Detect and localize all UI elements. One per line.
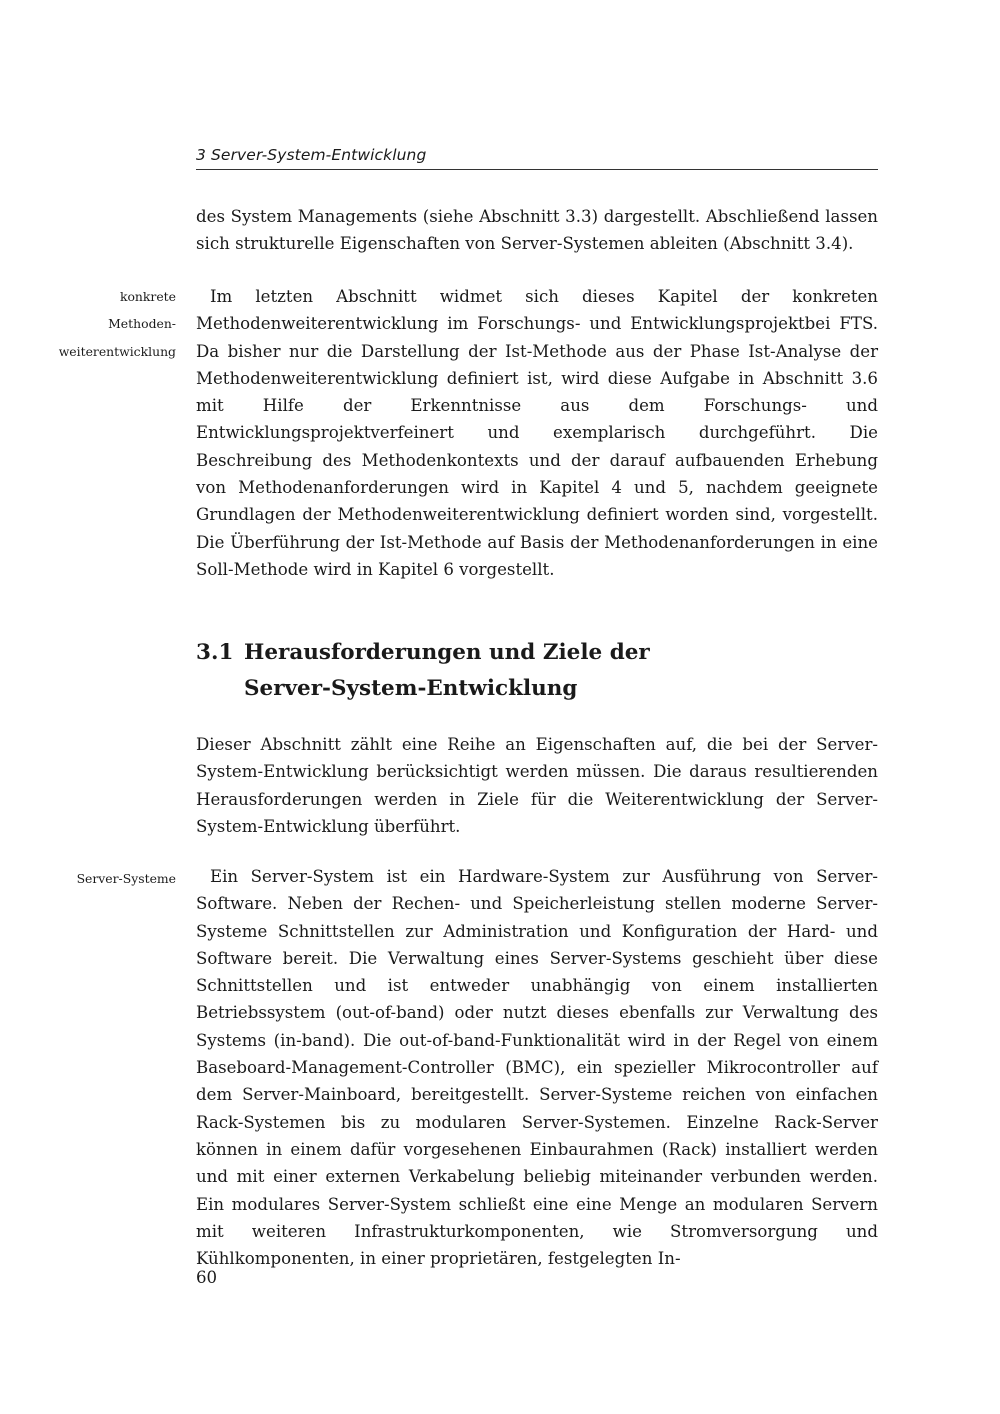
paragraph-section-intro: Dieser Abschnitt zählt eine Reihe an Eigenschaften auf, die bei der Server-System-Entwicklung berücksichtigt werden müssen. Die daraus resultierenden Herausforderungen werden in Ziele für die Weiterentwicklung der Server-System-Entwicklung überführt. (196, 735, 878, 836)
margin-note-methodenweiterentwicklung (16, 283, 176, 365)
paragraph-text: Ein Server-System ist ein Hardware-System zur Ausführung von Server-Software. Neben der Rechen- und Speicherleistung stellen moderne Server-Systeme Schnittstellen zur Administration und Konfiguration der Hard- und Software bereit. Die Verwaltung eines Server-Systems geschieht über diese Schnittstellen und ist entweder unabhängig von einem installierten Betriebssystem (out-of-band) oder nutzt dieses ebenfalls zur Verwaltung des Systems (in-band). Die out-of-band-Funktionalität wird in der Regel von einem Baseboard-Management-Controller (BMC), ein spezieller Mikrocontroller auf dem Server-Mainboard, bereitgestellt. Server-Systeme reichen von einfachen Rack-Systemen bis zu modularen Server-Systemen. Einzelne Rack-Server können in einem dafür vorgesehenen Einbaurahmen (Rack) installiert werden und mit einer externen Verkabelung beliebig miteinander verbunden werden. Ein modulares Server-System schließt eine eine Menge an modularen Servern mit weiteren Infrastrukturkomponenten, wie Stromversorgung und Kühlkomponenten, in einer proprietären, festgelegten In- (196, 867, 878, 1269)
section-heading (196, 635, 878, 707)
paragraph-text: Im letzten Abschnitt widmet sich dieses Kapitel der konkreten Methodenweiterentwicklung im Forschungs- und Entwicklungsprojektbei FTS. Da bisher nur die Darstellung der Ist-Methode aus der Phase Ist-Analyse der Methodenweiterentwicklung definiert ist, wird diese Aufgabe in Abschnitt 3.6 mit Hilfe der Erkenntnisse aus dem Forschungs- und Entwicklungsprojektverfeinert und exemplarisch durchgeführt. Die Beschreibung des Methodenkontexts und der darauf aufbauenden Erhebung von Methodenanforderungen wird in Kapitel 4 und 5, nachdem geeignete Grundlagen der Methodenweiterentwicklung definiert worden sind, vorgestellt. Die Überführung der Ist-Methode auf Basis der Methodenanforderungen in eine Soll-Methode wird in Kapitel 6 vorgestellt. (196, 287, 878, 579)
section-number: 3.1 (196, 639, 234, 665)
margin-note-line: weiterentwicklung (58, 343, 176, 359)
paragraph-server-systeme (196, 863, 878, 1272)
margin-note-line: konkrete (119, 289, 176, 304)
section-title-line: Server-System-Entwicklung (244, 675, 578, 701)
margin-note-line: Methoden- (108, 316, 176, 332)
margin-note-server-systeme: Server-Systeme (76, 871, 176, 886)
page-number: 60 (196, 1268, 218, 1287)
paragraph-methodenweiterentwicklung (196, 283, 878, 583)
section-title (244, 635, 878, 707)
running-header: 3 Server-System-Entwicklung (196, 146, 878, 170)
paragraph-intro-continuation: des System Managements (siehe Abschnitt 3.3) dargestellt. Abschließend lassen sich strukturelle Eigenschaften von Server-Systemen ableiten (Abschnitt 3.4). (196, 207, 878, 254)
section-title-line: Herausforderungen und Ziele der (244, 639, 650, 665)
